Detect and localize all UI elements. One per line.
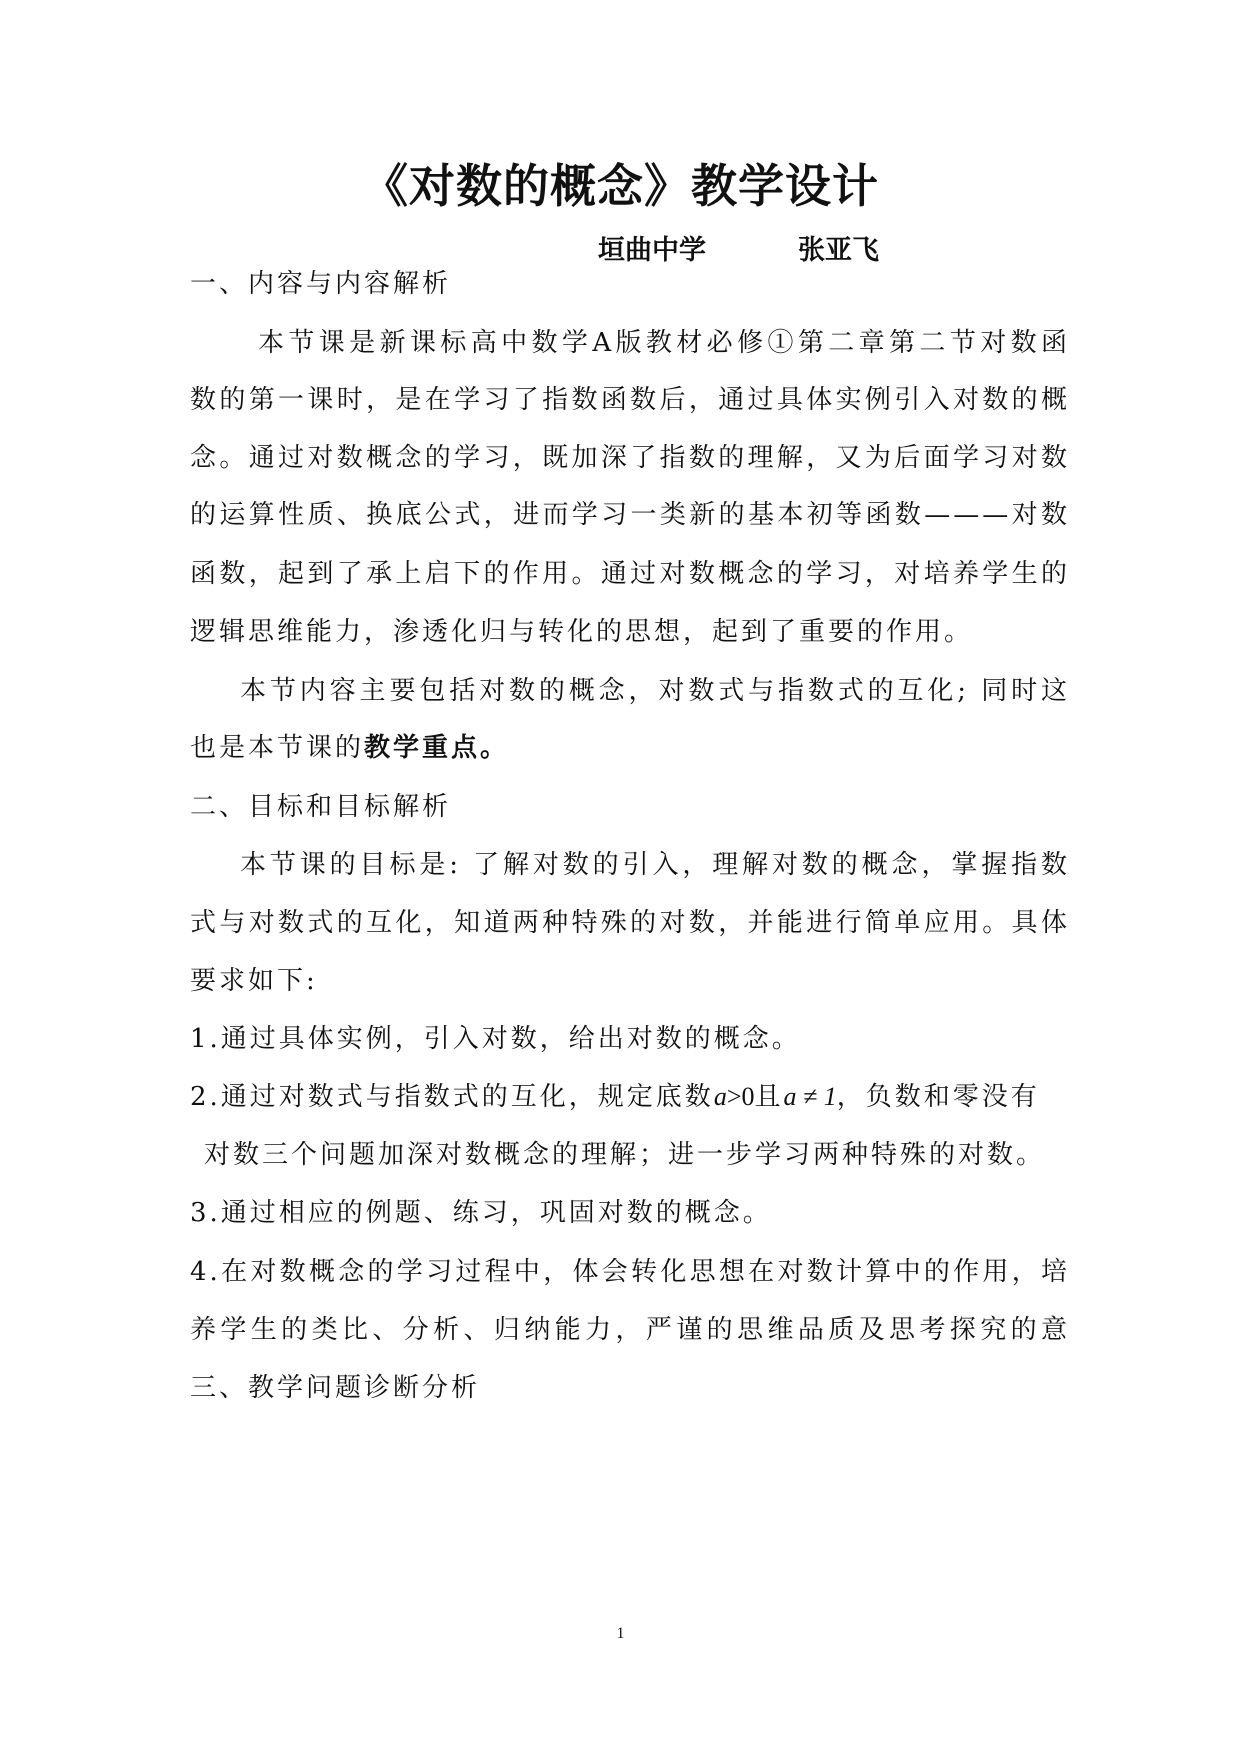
author-line	[598, 228, 879, 267]
paragraph-line: 的运算性质、换底公式，进而学习一类新的基本初等函数———对数	[190, 500, 1070, 530]
section-heading-2: 二、目标和目标解析	[190, 792, 452, 822]
math-connector: 且	[754, 1082, 784, 1112]
paragraph-line: 式与对数式的互化，知道两种特殊的对数，并能进行简单应用。具体	[190, 908, 1070, 938]
list-item-4: 4.在对数概念的学习过程中，体会转化思想在对数计算中的作用，培	[190, 1257, 1070, 1287]
math-expression: ˃0	[726, 1082, 755, 1111]
paragraph-line: 要求如下:	[190, 966, 318, 996]
list-item-3: 3.通过相应的例题、练习，巩固对数的概念。	[190, 1198, 772, 1228]
document-title: 《对数的概念》教学设计	[362, 159, 879, 213]
paragraph-line: 念。通过对数概念的学习，既加深了指数的理解，又为后面学习对数	[190, 443, 1070, 473]
author-name: 张亚飞	[798, 235, 879, 266]
paragraph-line: 本节课是新课标高中数学A版教材必修①第二章第二节对数函	[258, 328, 1070, 358]
paragraph-text: 也是本节课的	[190, 733, 365, 763]
section-heading-1: 一、内容与内容解析	[190, 269, 452, 299]
math-expression: a ≠ 1	[783, 1082, 837, 1111]
school-name: 垣曲中学	[598, 235, 706, 266]
math-variable: a	[713, 1082, 727, 1111]
list-item-text: ，负数和零没有	[836, 1082, 1040, 1112]
emphasis-text: 教学重点。	[364, 733, 510, 763]
page-number: 1	[616, 1625, 625, 1642]
list-item-text: 2.通过对数式与指数式的互化，规定底数	[190, 1082, 714, 1112]
paragraph-line: 函数，起到了承上启下的作用。通过对数概念的学习，对培养学生的	[190, 559, 1070, 589]
paragraph-line: 本节课的目标是: 了解对数的引入，理解对数的概念，掌握指数	[240, 850, 1070, 880]
list-item-4-continuation: 养学生的类比、分析、归纳能力，严谨的思维品质及思考探究的意	[190, 1315, 1070, 1345]
section-heading-3: 三、教学问题诊断分析	[190, 1373, 481, 1403]
list-item-2	[190, 1076, 1070, 1113]
paragraph-line: 逻辑思维能力，渗透化归与转化的思想，起到了重要的作用。	[190, 617, 974, 647]
paragraph-line	[190, 727, 1070, 764]
paragraph-line: 本节内容主要包括对数的概念，对数式与指数式的互化; 同时这	[240, 676, 1070, 706]
paragraph-line: 数的第一课时，是在学习了指数函数后，通过具体实例引入对数的概	[190, 385, 1070, 415]
list-item-2-continuation: 对数三个问题加深对数概念的理解；进一步学习两种特殊的对数。	[204, 1140, 1046, 1170]
list-item-1: 1.通过具体实例，引入对数，给出对数的概念。	[190, 1024, 801, 1054]
